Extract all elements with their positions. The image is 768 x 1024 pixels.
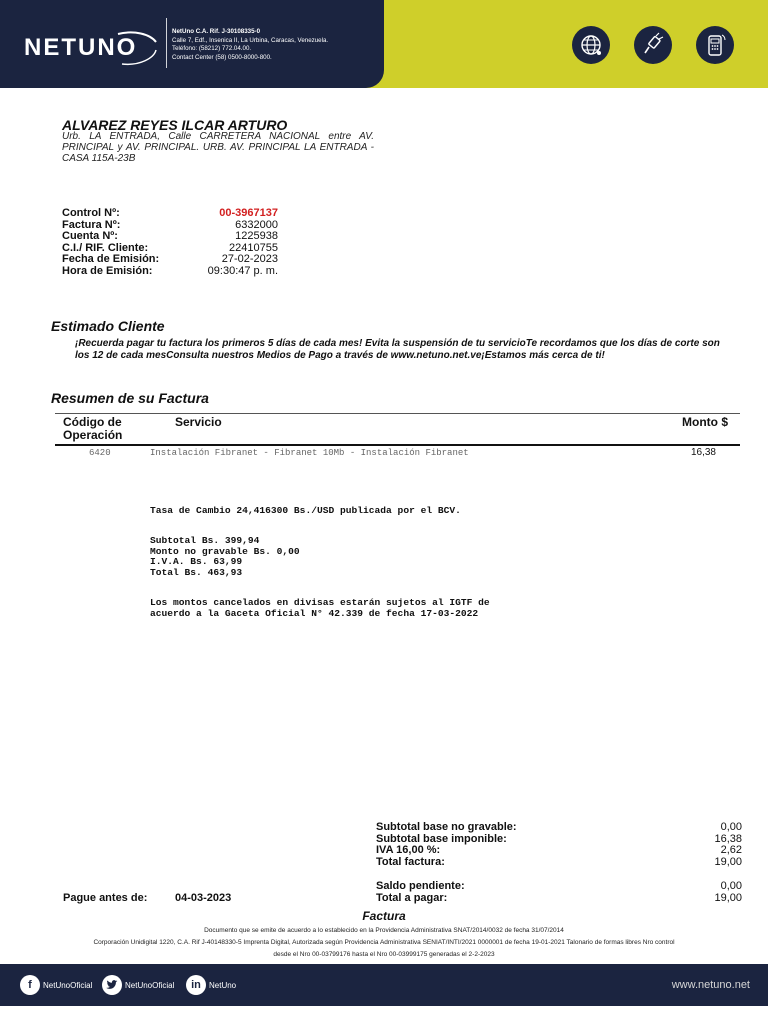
- due-date: 04-03-2023: [175, 892, 232, 904]
- info-label: Factura Nº:: [62, 218, 121, 231]
- linkedin-icon: in: [186, 975, 206, 995]
- summary-title: Resumen de su Factura: [51, 390, 209, 406]
- phone-device-icon: [696, 26, 734, 64]
- facebook-icon: f: [20, 975, 40, 995]
- company-name: NetUno C.A. Rif. J-30108335-0: [172, 28, 261, 35]
- twitter-label: NetUnoOficial: [125, 980, 175, 990]
- logo-text: NETUNO: [24, 34, 138, 61]
- invoice-number: 6332000: [235, 218, 278, 231]
- total-label: Subtotal base no gravable:: [376, 821, 517, 833]
- website-link[interactable]: www.netuno.net: [671, 979, 750, 991]
- service-description: Instalación Fibranet - Fibranet 10Mb - Instalación Fibranet: [150, 448, 469, 458]
- control-number: 00-3967137: [219, 207, 278, 219]
- table-top-rule: [55, 413, 740, 414]
- globe-network-icon: [572, 26, 610, 64]
- page-header: [0, 0, 768, 88]
- total-label: Total a pagar:: [376, 891, 448, 904]
- column-header-amount: Monto $: [682, 415, 728, 429]
- total-value: 19,00: [714, 856, 742, 869]
- invoice-info: [62, 208, 278, 278]
- total-row: [376, 893, 742, 905]
- bs-vat: I.V.A. Bs. 63,99: [150, 556, 243, 568]
- company-phone: Teléfono: (58212) 772.04.00.: [172, 45, 252, 52]
- company-info: [172, 28, 377, 62]
- table-header-rule: [55, 444, 740, 446]
- due-date-label: Pague antes de:: [63, 892, 148, 904]
- igtf-line: Los montos cancelados en divisas estarán sujetos al IGTF de: [150, 597, 490, 608]
- column-header-code: Código de Operación: [63, 415, 123, 442]
- total-row: [376, 857, 742, 869]
- total-value: 2,62: [720, 844, 742, 857]
- twitter-icon: [102, 975, 122, 995]
- operation-code: 6420: [89, 448, 111, 458]
- totals-block: [376, 822, 742, 904]
- document-type: Factura: [362, 909, 406, 923]
- fiber-cable-icon: [634, 26, 672, 64]
- control-number-row: [62, 208, 278, 220]
- total-value: 19,00: [714, 891, 742, 904]
- issue-date: 27-02-2023: [221, 253, 278, 266]
- info-label: Hora de Emisión:: [62, 264, 153, 277]
- header-brand-panel: [0, 0, 384, 88]
- total-value: 16,38: [714, 832, 742, 845]
- service-amount: 16,38: [690, 447, 716, 458]
- header-divider: [166, 18, 167, 68]
- bs-subtotal: Subtotal Bs. 399,94: [150, 535, 260, 546]
- info-label: Fecha de Emisión:: [62, 253, 160, 266]
- client-id: 22410755: [229, 241, 278, 254]
- customer-name: ALVAREZ REYES ILCAR ARTURO: [62, 117, 288, 133]
- bs-subtotals: [150, 536, 300, 578]
- legal-line: Documento que se emite de acuerdo a lo establecido en la Providencia Administrativa SNAT/2014/0032 de fecha 31/07/2014: [204, 927, 564, 934]
- total-label: Subtotal base imponible:: [376, 832, 507, 845]
- issue-time-row: [62, 266, 278, 278]
- bs-total: Total Bs. 463,93: [150, 566, 243, 578]
- customer-address: Urb. LA ENTRADA, Calle CARRETERA NACIONAL entre AV. PRINCIPAL y AV. PRINCIPAL. URB. AV. PRINCIPAL LA ENTRADA - CASA 115A-23B: [62, 131, 374, 164]
- total-value: 0,00: [720, 879, 742, 892]
- linkedin-label: NetUno: [209, 980, 237, 990]
- linkedin-link[interactable]: [186, 975, 236, 995]
- page-footer: [0, 964, 768, 1006]
- facebook-label: NetUnoOficial: [43, 980, 93, 990]
- info-label: C.I./ RIF. Cliente:: [62, 241, 149, 254]
- total-label: Total factura:: [376, 856, 445, 869]
- bs-non-taxable: Monto no gravable Bs. 0,00: [150, 545, 300, 557]
- exchange-rate-note: Tasa de Cambio 24,416300 Bs./USD publicada por el BCV.: [150, 505, 461, 516]
- netuno-logo: [22, 28, 162, 68]
- account-number: 1225938: [235, 230, 278, 243]
- issue-time: 09:30:47 p. m.: [207, 264, 278, 277]
- info-label: Cuenta Nº:: [62, 230, 118, 243]
- total-row: [376, 822, 742, 834]
- total-label: Saldo pendiente:: [376, 879, 465, 892]
- column-header-service: Servicio: [175, 415, 222, 429]
- payment-reminder: ¡Recuerda pagar tu factura los primeros 5 días de cada mes! Evita la suspensión de tu servicioTe recordamos que los días de corte son los 12 de cada mesConsulta nuestros Medios de Pago a través de www.netuno.net.ve¡Estamos más cerca de ti!: [75, 338, 720, 361]
- info-label: Control Nº:: [62, 207, 120, 219]
- legal-line: desde el Nro 00-03799176 hasta el Nro 00-03999175 generadas el 2-2-2023: [273, 951, 495, 958]
- igtf-note: [150, 598, 490, 619]
- igtf-line: acuerdo a la Gaceta Oficial N° 42.339 de fecha 17-03-2022: [150, 607, 479, 619]
- total-value: 0,00: [720, 821, 742, 833]
- twitter-link[interactable]: [102, 975, 174, 995]
- legal-line: Corporación Unidigital 1220, C.A. Rif J-40148330-5 Imprenta Digital, Autorizada según Providencia Administrativa SENIAT/INTI/2021 0000001 de fecha 19-01-2021 Talonario de formas libres Nro control: [93, 939, 675, 946]
- greeting-title: Estimado Cliente: [51, 318, 165, 334]
- company-address: Calle 7, Edf., Insenica II, La Urbina, Caracas, Venezuela.: [172, 36, 329, 44]
- facebook-link[interactable]: [20, 975, 92, 995]
- total-row: [376, 881, 742, 893]
- total-label: IVA 16,00 %:: [376, 844, 441, 857]
- company-contact-center: Contact Center (58) 0500-8000-800.: [172, 53, 272, 61]
